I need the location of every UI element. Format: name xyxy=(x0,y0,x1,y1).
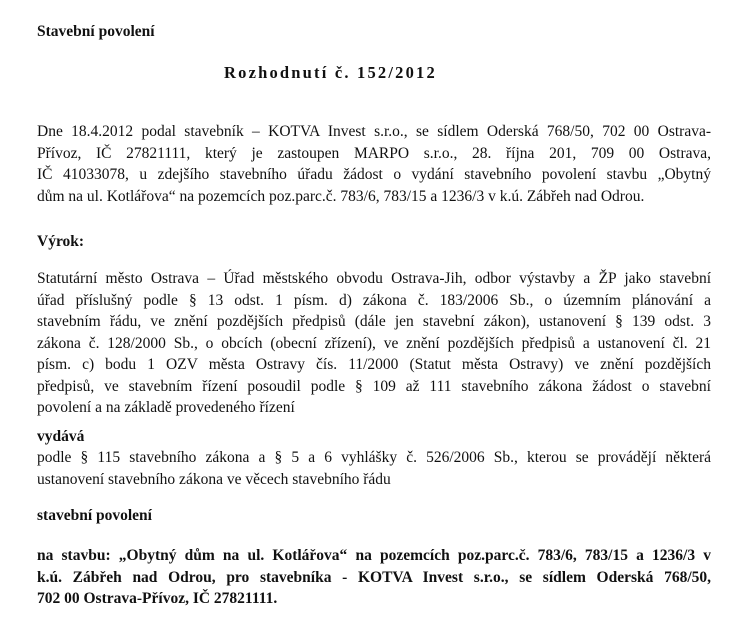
permit-heading: stavební povolení xyxy=(37,507,152,524)
vyrok-line: písm. c) bodu 1 OZV města Ostravy čís. 11/2000 (Statut města Ostravy) ve znění pozdějších xyxy=(37,356,711,373)
vyrok-paragraph xyxy=(37,268,711,419)
vyrok-line: Statutární město Ostrava – Úřad městského obvodu Ostrava-Jih, odbor výstavby a ŽP jako stavební xyxy=(37,270,711,287)
intro-line: dům na ul. Kotlářova“ na pozemcích poz.parc.č. 783/6, 783/15 a 1236/3 v k.ú. Zábřeh nad Odrou. xyxy=(37,187,645,205)
vyrok-line: úřad příslušný podle § 13 odst. 1 písm. d) zákona č. 183/2006 Sb., o územním plánování a xyxy=(37,291,711,309)
intro-line: Dne 18.4.2012 podal stavebník – KOTVA Invest s.r.o., se sídlem Oderská 768/50, 702 00 Ostrava- xyxy=(37,123,711,140)
vydava-paragraph xyxy=(37,447,711,490)
vyrok-line: předpisů, ve stavebním řízení posoudil podle § 109 až 111 stavebního zákona žádost o stavební xyxy=(37,377,711,395)
intro-paragraph xyxy=(37,121,711,207)
vydava-line: ustanovení stavebního zákona ve věcech stavebního řádu xyxy=(37,470,391,488)
permit-line: k.ú. Zábřeh nad Odrou, pro stavebníka - KOTVA Invest s.r.o., se sídlem Oderská 768/50, xyxy=(37,568,711,586)
decision-title: Rozhodnutí č. 152/2012 xyxy=(224,63,437,82)
vyrok-heading: Výrok: xyxy=(37,233,85,250)
vyrok-line: povolení a na základě provedeného řízení xyxy=(37,399,295,416)
intro-line: IČ 41033078, u zdejšího stavebního úřadu žádost o vydání stavebního povolení stavbu „Obytný xyxy=(37,166,711,183)
permit-line: 702 00 Ostrava-Přívoz, IČ 27821111. xyxy=(37,590,278,607)
vydava-line: podle § 115 stavebního zákona a § 5 a 6 vyhlášky č. 526/2006 Sb., kterou se provádějí některá xyxy=(37,449,711,466)
vydava-heading: vydává xyxy=(37,428,85,445)
permit-paragraph xyxy=(37,545,711,610)
vyrok-line: zákona č. 128/2000 Sb., o obcích (obecní zřízení), ve znění pozdějších předpisů a ustanovení čl. 21 xyxy=(37,334,711,352)
document-type-heading: Stavební povolení xyxy=(37,23,155,40)
vyrok-line: stavebním řádu, ve znění pozdějších předpisů (dále jen stavební zákon), ustanovení § 139 odst. 3 xyxy=(37,313,711,330)
intro-line: Přívoz, IČ 27821111, který je zastoupen MARPO s.r.o., 28. října 201, 709 00 Ostrava, xyxy=(37,144,711,162)
permit-line: na stavbu: „Obytný dům na ul. Kotlářova“ na pozemcích poz.parc.č. 783/6, 783/15 a 1236/3 v xyxy=(37,547,711,564)
